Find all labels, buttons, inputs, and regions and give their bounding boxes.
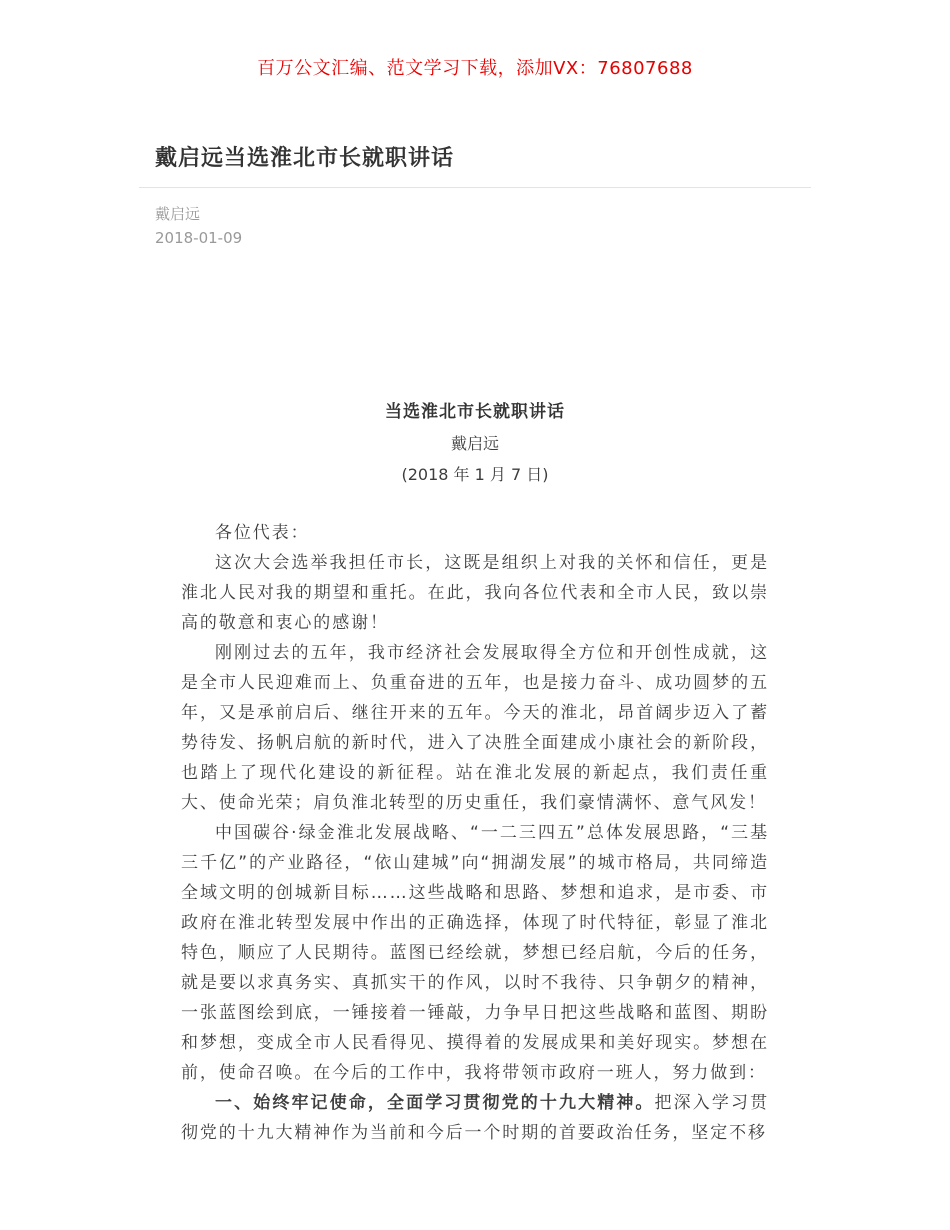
paragraph-lead-rest: 把深入学习贯彻党的十九大精神作为当前和今后一个时期的首要政治任务，坚定不移 (181, 1093, 769, 1143)
paragraph-with-bold-lead (181, 1088, 769, 1148)
article-meta (155, 202, 811, 250)
document-author: 戴启远 (450, 434, 499, 453)
paragraph-salutation: 各位代表： (215, 523, 310, 543)
paragraph: 这次大会选举我担任市长，这既是组织上对我的关怀和信任，更是淮北人民对我的期望和重托。在此，我向各位代表和全市人民，致以崇高的敬意和衷心的感谢！ (181, 553, 769, 633)
document-body (181, 400, 769, 1148)
article-date: 2018-01-09 (155, 229, 243, 247)
article-title: 戴启远当选淮北市长就职讲话 (155, 146, 455, 171)
article-header (0, 143, 950, 250)
paragraph: 刚刚过去的五年，我市经济社会发展取得全方位和开创性成就，这是全市人民迎难而上、负重奋进的五年，也是接力奋斗、成功圆梦的五年，又是承前启后、继往开来的五年。今天的淮北，昂首阔步迈入了蓄势待发、扬帆启航的新时代，进入了决胜全面建成小康社会的新阶段，也踏上了现代化建设的新征程。站在淮北发展的新起点，我们责任重大、使命光荣；肩负淮北转型的历史重任，我们豪情满怀、意气风发！ (181, 643, 769, 813)
paragraph-bold-lead: 一、始终牢记使命，全面学习贯彻党的十九大精神。 (215, 1093, 655, 1113)
promo-banner: 百万公文汇编、范文学习下载，添加VX：76807688 (257, 58, 693, 79)
document-date: (2018 年 1 月 7 日) (401, 465, 549, 484)
paragraph: 中国碳谷·绿金淮北发展战略、“一二三四五”总体发展思路，“三基三千亿”的产业路径，“依山建城”向“拥湖发展”的城市格局，共同缔造全域文明的创城新目标……这些战略和思路、梦想和追求，是市委、市政府在淮北转型发展中作出的正确选择，体现了时代特征，彰显了淮北特色，顺应了人民期待。蓝图已经绘就，梦想已经启航，今后的任务，就是要以求真务实、真抓实干的作风，以时不我待、只争朝夕的精神，一张蓝图绘到底，一锤接着一锤敲，力争早日把这些战略和蓝图、期盼和梦想，变成全市人民看得见、摸得着的发展成果和美好现实。梦想在前，使命召唤。在今后的工作中，我将带领市政府一班人，努力做到： (181, 823, 769, 1083)
article-author: 戴启远 (155, 205, 201, 223)
title-divider (139, 187, 811, 188)
document-title: 当选淮北市长就职讲话 (385, 402, 565, 422)
